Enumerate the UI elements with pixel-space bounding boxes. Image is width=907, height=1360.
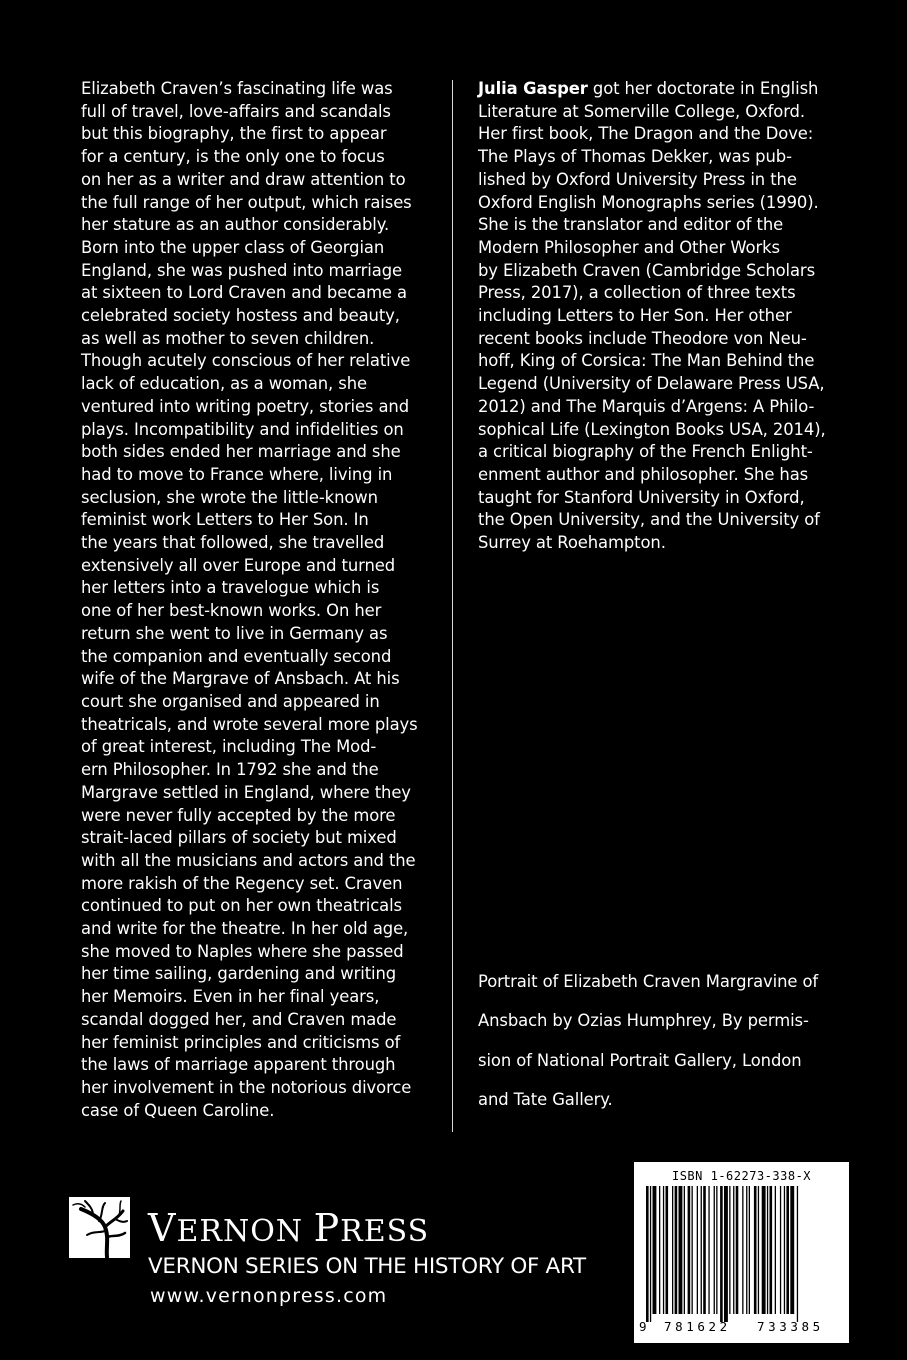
description-line: the full range of her output, which raises bbox=[81, 192, 412, 212]
description-line: full of travel, love-affairs and scandals bbox=[81, 101, 391, 121]
bio-line: sophical Life (Lexington Books USA, 2014), bbox=[478, 419, 826, 439]
bio-line: Surrey at Roehampton. bbox=[478, 533, 666, 553]
barcode-bar bbox=[663, 1186, 664, 1314]
bio-line: by Elizabeth Craven (Cambridge Scholars bbox=[478, 260, 816, 280]
barcode-bar bbox=[688, 1186, 691, 1314]
description-line: on her as a writer and draw attention to bbox=[81, 169, 406, 189]
barcode-bar bbox=[784, 1186, 785, 1314]
bio-line: recent books include Theodore von Neu- bbox=[478, 328, 807, 348]
description-line: for a century, is the only one to focus bbox=[81, 147, 385, 167]
barcode-bar bbox=[653, 1186, 657, 1314]
publisher-logo bbox=[69, 1197, 130, 1258]
description-line: Born into the upper class of Georgian bbox=[81, 237, 385, 257]
description-line: the years that followed, she travelled bbox=[81, 533, 385, 553]
series-name: VERNON SERIES ON THE HISTORY OF ART bbox=[148, 1254, 586, 1279]
barcode-bar bbox=[790, 1186, 794, 1314]
bio-line: lished by Oxford University Press in the bbox=[478, 169, 797, 189]
bio-line: She is the translator and editor of the bbox=[478, 215, 784, 235]
bio-line: enment author and philosopher. She has bbox=[478, 464, 809, 484]
description-line: scandal dogged her, and Craven made bbox=[81, 1009, 397, 1029]
bio-line: Literature at Somerville College, Oxford. bbox=[478, 101, 805, 121]
description-line: her stature as an author considerably. bbox=[81, 215, 390, 235]
barcode-bar bbox=[767, 1186, 768, 1314]
barcode-bar bbox=[742, 1186, 743, 1314]
isbn-barcode bbox=[634, 1162, 849, 1343]
description-line: the laws of marriage apparent through bbox=[81, 1055, 396, 1075]
barcode-bar bbox=[736, 1186, 739, 1314]
author-bio-first-line bbox=[478, 78, 836, 101]
barcode-bar bbox=[697, 1186, 698, 1314]
description-line: with all the musicians and actors and the bbox=[81, 850, 416, 870]
barcode-bar bbox=[770, 1186, 773, 1314]
barcode-bars bbox=[642, 1186, 842, 1328]
bio-line: taught for Stanford University in Oxford, bbox=[478, 487, 805, 507]
barcode-bar bbox=[716, 1186, 717, 1314]
bio-line: including Letters to Her Son. Her other bbox=[478, 306, 792, 326]
barcode-bar bbox=[724, 1186, 728, 1322]
description-line: of great interest, including The Mod- bbox=[81, 737, 377, 757]
description-line: as well as mother to seven children. bbox=[81, 328, 375, 348]
isbn-label: ISBN 1-62273-338-X bbox=[671, 1169, 812, 1183]
barcode-digits-left: 781622 bbox=[664, 1319, 731, 1334]
description-line: she moved to Naples where she passed bbox=[81, 941, 404, 961]
description-line: case of Queen Caroline. bbox=[81, 1100, 275, 1120]
description-line: celebrated society hostess and beauty, bbox=[81, 306, 400, 326]
barcode-bar bbox=[758, 1186, 759, 1314]
barcode-bar bbox=[672, 1186, 673, 1314]
description-line: her letters into a travelogue which is bbox=[81, 578, 380, 598]
bio-line: the Open University, and the University of bbox=[478, 510, 820, 530]
description-line: and write for the theatre. In her old age, bbox=[81, 919, 409, 939]
description-line: her involvement in the notorious divorce bbox=[81, 1077, 412, 1097]
bio-line: Her first book, The Dragon and the Dove: bbox=[478, 124, 814, 144]
caption-line: Portrait of Elizabeth Craven Margravine of bbox=[478, 972, 819, 992]
description-line: wife of the Margrave of Ansbach. At his bbox=[81, 669, 400, 689]
barcode-bar bbox=[679, 1186, 683, 1314]
barcode-bar bbox=[650, 1186, 651, 1322]
description-line: ern Philosopher. In 1792 she and the bbox=[81, 760, 379, 780]
description-line: ventured into writing poetry, stories and bbox=[81, 396, 410, 416]
description-line: had to move to France where, living in bbox=[81, 464, 393, 484]
portrait-caption bbox=[478, 955, 838, 1128]
bio-line: a critical biography of the French Enlight- bbox=[478, 442, 813, 462]
tree-branch-icon bbox=[69, 1197, 130, 1258]
bio-line: Press, 2017), a collection of three texts bbox=[478, 283, 796, 303]
description-line: continued to put on her own theatricals bbox=[81, 896, 402, 916]
book-description bbox=[81, 78, 431, 1122]
barcode-bar bbox=[659, 1186, 660, 1314]
bio-line: 2012) and The Marquis d’Argens: A Philo- bbox=[478, 396, 815, 416]
description-line: plays. Incompatibility and infidelities on bbox=[81, 419, 404, 439]
barcode-digits-right: 733385 bbox=[757, 1319, 824, 1334]
description-line: at sixteen to Lord Craven and became a bbox=[81, 283, 407, 303]
column-divider bbox=[452, 80, 453, 1132]
author-bio-first-line-rest: got her doctorate in English bbox=[587, 79, 819, 98]
barcode-bar bbox=[684, 1186, 685, 1314]
barcode-bar bbox=[692, 1186, 693, 1314]
publisher-name: VERNON PRESS bbox=[148, 1206, 430, 1250]
description-line: her Memoirs. Even in her final years, bbox=[81, 987, 380, 1007]
bio-line: Modern Philosopher and Other Works bbox=[478, 237, 780, 257]
description-line: England, she was pushed into marriage bbox=[81, 260, 402, 280]
barcode-bar bbox=[754, 1186, 757, 1314]
description-line: more rakish of the Regency set. Craven bbox=[81, 873, 403, 893]
barcode-bar bbox=[797, 1186, 798, 1322]
description-line: seclusion, she wrote the little-known bbox=[81, 487, 378, 507]
barcode-bar bbox=[762, 1186, 766, 1314]
barcode-bar bbox=[703, 1186, 706, 1314]
barcode-bar bbox=[714, 1186, 715, 1314]
barcode-bar bbox=[786, 1186, 789, 1314]
barcode-bar bbox=[749, 1186, 750, 1314]
barcode-bar bbox=[746, 1186, 747, 1314]
barcode-bar bbox=[733, 1186, 734, 1314]
barcode-bar bbox=[775, 1186, 776, 1314]
description-line: her time sailing, gardening and writing bbox=[81, 964, 397, 984]
author-name: Julia Gasper bbox=[478, 79, 588, 98]
description-line: feminist work Letters to Her Son. In bbox=[81, 510, 369, 530]
description-line: but this biography, the first to appear bbox=[81, 124, 387, 144]
caption-line: sion of National Portrait Gallery, London bbox=[478, 1050, 802, 1070]
bio-line: Legend (University of Delaware Press USA, bbox=[478, 374, 825, 394]
description-line: Though acutely conscious of her relative bbox=[81, 351, 411, 371]
description-line: the companion and eventually second bbox=[81, 646, 392, 666]
author-bio bbox=[478, 78, 836, 555]
description-line: both sides ended her marriage and she bbox=[81, 442, 401, 462]
barcode-digit-first: 9 bbox=[639, 1319, 647, 1334]
barcode-bar bbox=[780, 1186, 781, 1314]
barcode-bar bbox=[646, 1186, 649, 1322]
description-line: court she organised and appeared in bbox=[81, 691, 380, 711]
description-line: Elizabeth Craven’s fascinating life was bbox=[81, 79, 393, 98]
barcode-bar bbox=[708, 1186, 709, 1314]
barcode-bar bbox=[720, 1186, 723, 1322]
caption-line: Ansbach by Ozias Humphrey, By permis- bbox=[478, 1011, 809, 1031]
description-line: strait-laced pillars of society but mixed bbox=[81, 828, 397, 848]
barcode-bar bbox=[675, 1186, 678, 1314]
bio-line: hoff, King of Corsica: The Man Behind the bbox=[478, 351, 815, 371]
caption-line: and Tate Gallery. bbox=[478, 1089, 613, 1109]
bio-line: The Plays of Thomas Dekker, was pub- bbox=[478, 147, 792, 167]
description-line: theatricals, and wrote several more plays bbox=[81, 714, 418, 734]
description-line: her feminist principles and criticisms of bbox=[81, 1032, 401, 1052]
barcode-bar bbox=[701, 1186, 702, 1314]
description-line: were never fully accepted by the more bbox=[81, 805, 396, 825]
description-line: lack of education, as a woman, she bbox=[81, 374, 367, 394]
description-line: return she went to live in Germany as bbox=[81, 623, 388, 643]
description-line: one of her best-known works. On her bbox=[81, 601, 382, 621]
barcode-bar bbox=[729, 1186, 730, 1314]
bio-line: Oxford English Monographs series (1990). bbox=[478, 192, 819, 212]
description-line: Margrave settled in England, where they bbox=[81, 782, 411, 802]
description-line: extensively all over Europe and turned bbox=[81, 555, 396, 575]
publisher-website: www.vernonpress.com bbox=[150, 1285, 388, 1307]
barcode-bar bbox=[666, 1186, 669, 1314]
